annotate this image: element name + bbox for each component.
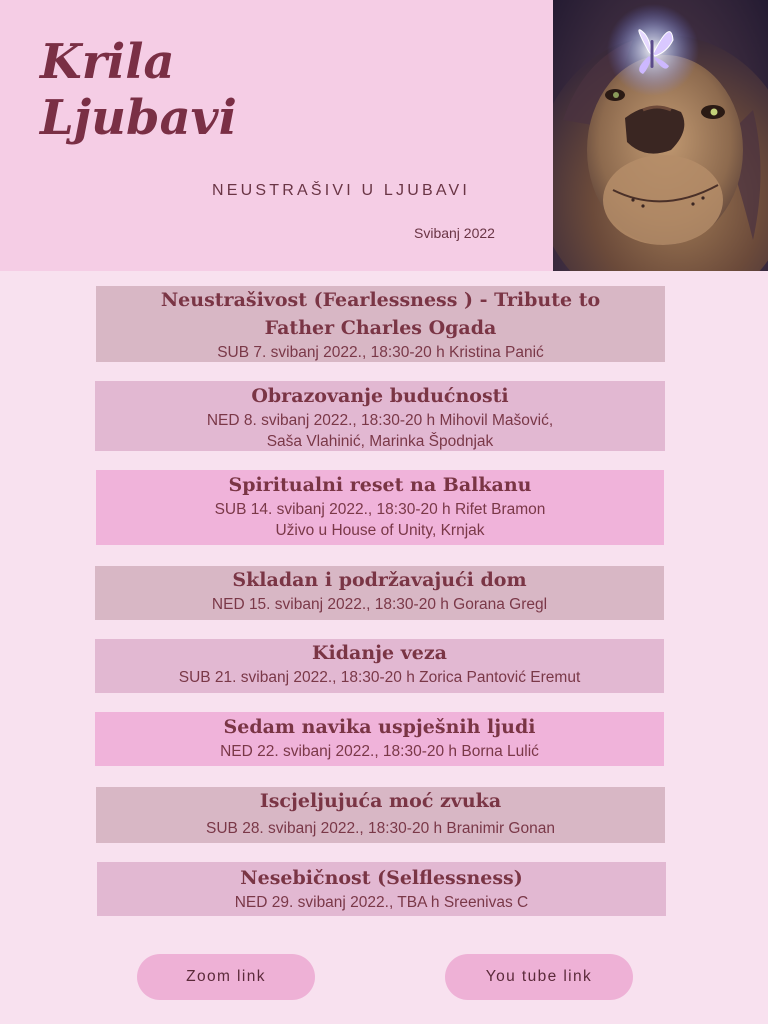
event-details: NED 15. svibanj 2022., 18:30-20 h Gorana Gregl xyxy=(211,596,548,613)
event-card xyxy=(96,470,664,545)
event-title: Kidanje veza xyxy=(312,642,447,664)
event-title: Spiritualni reset na Balkanu xyxy=(228,474,532,496)
page-subtitle: NEUSTRAŠIVI U LJUBAVI xyxy=(212,182,471,199)
event-details: SUB 28. svibanj 2022., 18:30-20 h Branimir Gonan xyxy=(206,820,555,837)
event-details: NED 22. svibanj 2022., 18:30-20 h Borna Lulić xyxy=(220,743,539,760)
event-title: Sedam navika uspješnih ljudi xyxy=(223,716,536,738)
event-card xyxy=(96,286,665,362)
event-title: Skladan i podržavajući dom xyxy=(232,569,527,591)
page-title xyxy=(40,34,237,146)
header-panel xyxy=(0,0,553,271)
event-details: Saša Vlahinić, Marinka Špodnjak xyxy=(266,433,494,450)
header-date: Svibanj 2022 xyxy=(414,225,495,241)
title-line-1: Krila xyxy=(40,34,175,90)
event-details: Uživo u House of Unity, Krnjak xyxy=(275,522,485,539)
event-details: NED 29. svibanj 2022., TBA h Sreenivas C xyxy=(234,894,529,911)
lion-with-butterfly-icon xyxy=(553,0,768,271)
event-title: Nesebičnost (Selflessness) xyxy=(240,867,523,889)
event-card xyxy=(95,639,664,693)
event-details: SUB 21. svibanj 2022., 18:30-20 h Zorica Pantović Eremut xyxy=(178,669,581,686)
event-card xyxy=(97,862,666,916)
event-title: Iscjeljujuća moć zvuka xyxy=(259,790,502,812)
event-title: Neustrašivost (Fearlessness ) - Tribute to Father Charles Ogada xyxy=(160,289,601,339)
event-details: SUB 7. svibanj 2022., 18:30-20 h Kristina Panić xyxy=(217,344,544,361)
event-card xyxy=(96,787,665,843)
youtube-link-button[interactable]: You tube link xyxy=(445,954,633,1000)
event-card xyxy=(95,712,664,766)
event-details: NED 8. svibanj 2022., 18:30-20 h Mihovil Mašović, xyxy=(206,412,554,429)
event-card xyxy=(95,381,665,451)
event-card xyxy=(95,566,664,620)
title-line-2: Ljubavi xyxy=(40,90,237,146)
event-title: Obrazovanje budućnosti xyxy=(251,385,509,407)
zoom-link-button[interactable]: Zoom link xyxy=(137,954,315,1000)
event-details: SUB 14. svibanj 2022., 18:30-20 h Rifet Bramon xyxy=(214,501,546,518)
